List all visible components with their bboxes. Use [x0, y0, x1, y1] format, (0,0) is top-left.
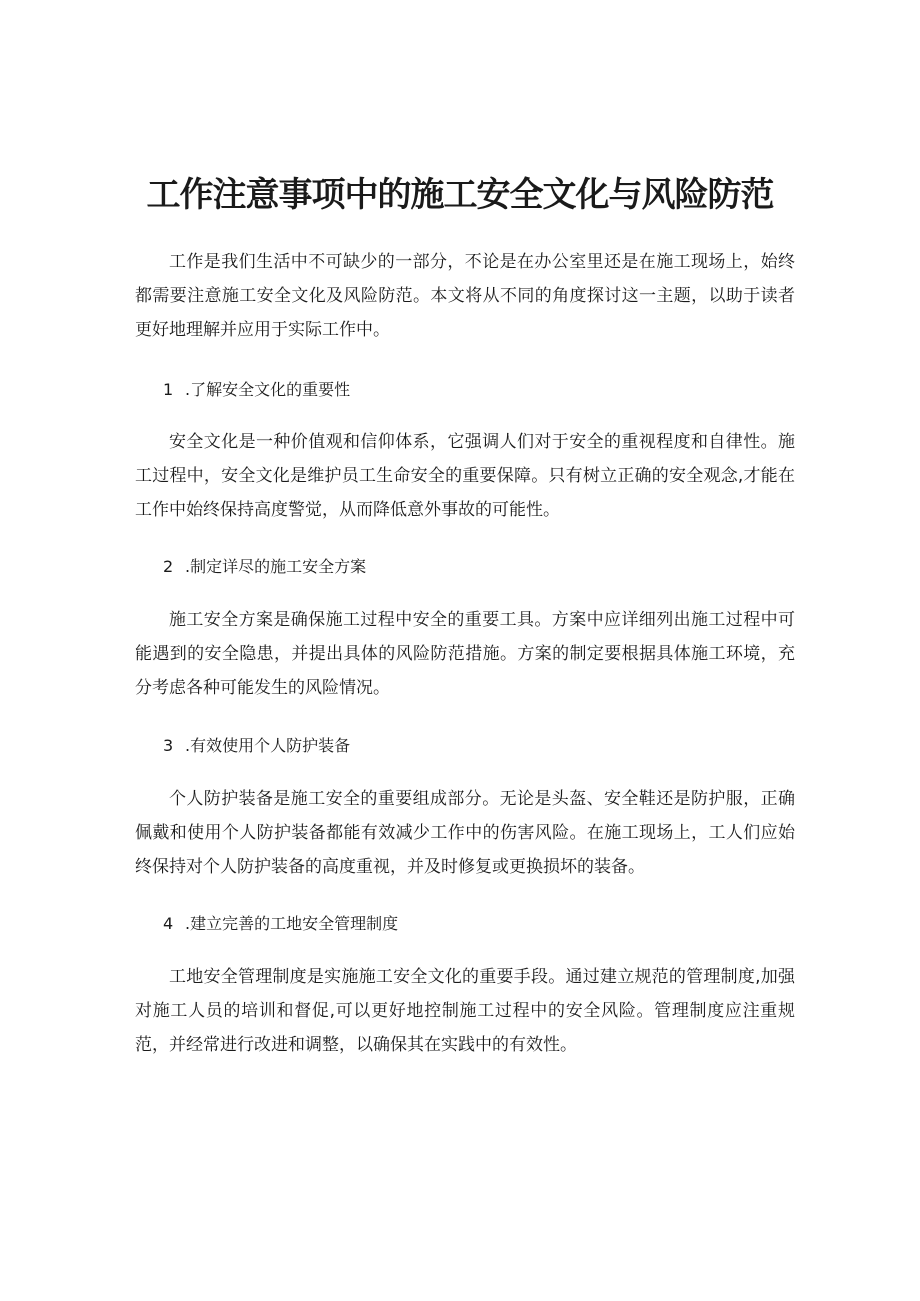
section-heading-3: [163, 733, 350, 759]
section-body-1: 安全文化是一种价值观和信仰体系，它强调人们对于安全的重视程度和自律性。施工过程中，安全文化是维护员工生命安全的重要保障。只有树立正确的安全观念,才能在工作中始终保持高度警觉，从而降低意外事故的可能性。: [135, 432, 795, 520]
section-heading-text: .有效使用个人防护装备: [185, 736, 351, 755]
section-number: 4: [163, 914, 174, 933]
section-number: 2: [163, 557, 174, 576]
section-heading-text: .建立完善的工地安全管理制度: [185, 914, 399, 933]
document-title: 工作注意事项中的施工安全文化与风险防范: [146, 175, 774, 215]
section-heading-1: [163, 377, 350, 403]
section-heading-4: [163, 911, 398, 937]
section-number: 3: [163, 736, 174, 755]
section-body-4: 工地安全管理制度是实施施工安全文化的重要手段。通过建立规范的管理制度,加强对施工人员的培训和督促,可以更好地控制施工过程中的安全风险。管理制度应注重规范，并经常进行改进和调整，以确保其在实践中的有效性。: [135, 967, 795, 1055]
section-heading-text: .制定详尽的施工安全方案: [185, 557, 367, 576]
section-body-2: 施工安全方案是确保施工过程中安全的重要工具。方案中应详细列出施工过程中可能遇到的安全隐患，并提出具体的风险防范措施。方案的制定要根据具体施工环境，充分考虑各种可能发生的风险情况。: [135, 610, 795, 698]
section-number: 1: [163, 380, 174, 399]
section-heading-2: [163, 554, 366, 580]
intro-paragraph: 工作是我们生活中不可缺少的一部分，不论是在办公室里还是在施工现场上，始终都需要注意施工安全文化及风险防范。本文将从不同的角度探讨这一主题，以助于读者更好地理解并应用于实际工作中。: [135, 252, 795, 340]
section-heading-text: .了解安全文化的重要性: [185, 380, 351, 399]
section-body-3: 个人防护装备是施工安全的重要组成部分。无论是头盔、安全鞋还是防护服，正确佩戴和使用个人防护装备都能有效减少工作中的伤害风险。在施工现场上，工人们应始终保持对个人防护装备的高度重视，并及时修复或更换损坏的装备。: [135, 789, 795, 877]
